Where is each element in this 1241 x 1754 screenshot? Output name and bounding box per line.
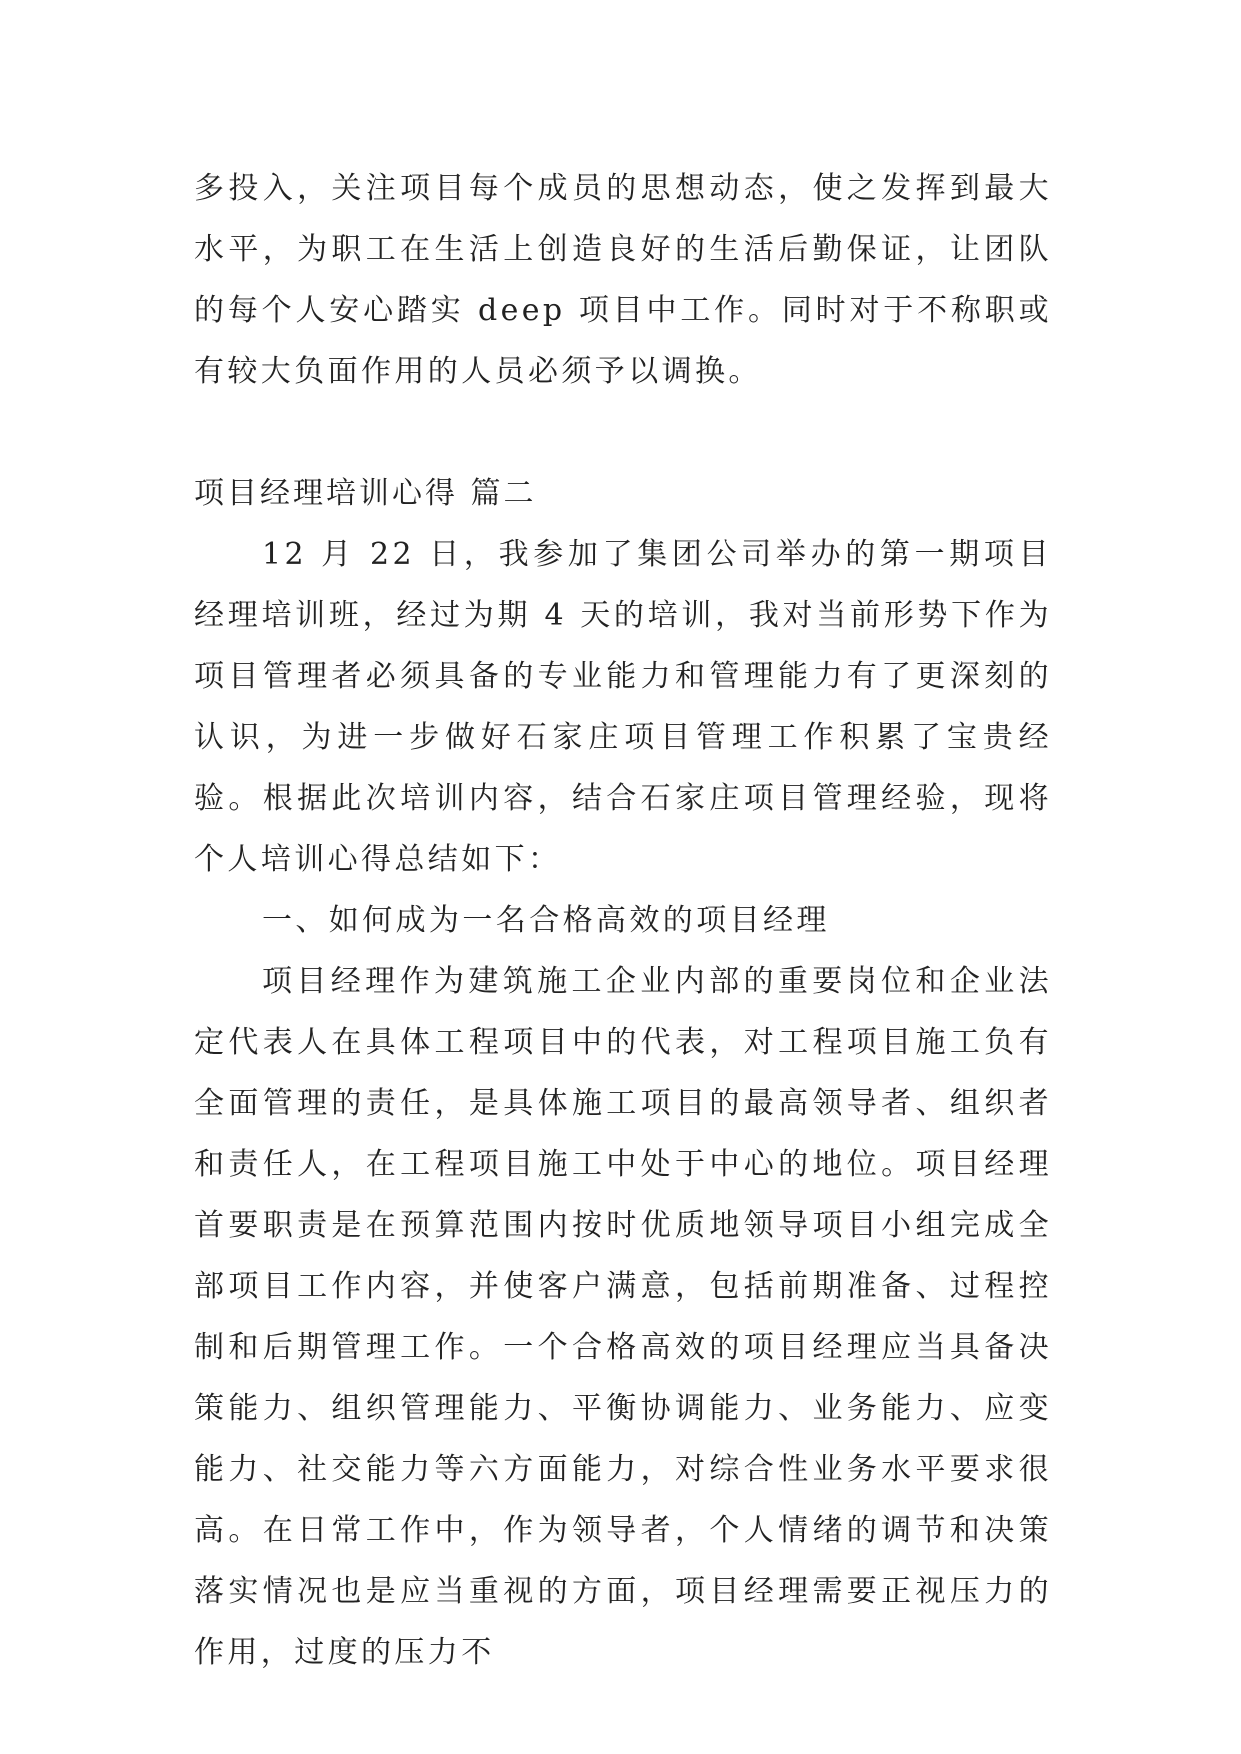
subheading-1: 一、如何成为一名合格高效的项目经理 (262, 903, 830, 938)
section-title: 项目经理培训心得 篇二 (194, 476, 537, 511)
document-body (194, 158, 1052, 1683)
paragraph-intro: 12 月 22 日，我参加了集团公司举办的第一期项目经理培训班，经过为期 4 天的培训，我对当前形势下作为项目管理者必须具备的专业能力和管理能力有了更深刻的认识，为进一步做好石家庄项目管理工作积累了宝贵经验。根据此次培训内容，结合石家庄项目管理经验，现将个人培训心得总结如下： (194, 537, 1052, 877)
paragraph-body: 项目经理作为建筑施工企业内部的重要岗位和企业法定代表人在具体工程项目中的代表，对工程项目施工负有全面管理的责任，是具体施工项目的最高领导者、组织者和责任人，在工程项目施工中处于中心的地位。项目经理首要职责是在预算范围内按时优质地领导项目小组完成全部项目工作内容，并使客户满意，包括前期准备、过程控制和后期管理工作。一个合格高效的项目经理应当具备决策能力、组织管理能力、平衡协调能力、业务能力、应变能力、社交能力等六方面能力，对综合性业务水平要求很高。在日常工作中，作为领导者，个人情绪的调节和决策落实情况也是应当重视的方面，项目经理需要正视压力的作用，过度的压力不 (194, 964, 1052, 1670)
paragraph-continuation: 多投入，关注项目每个成员的思想动态，使之发挥到最大水平，为职工在生活上创造良好的生活后勤保证，让团队的每个人安心踏实 deep 项目中工作。同时对于不称职或有较大负面作用的人员必须予以调换。 (194, 171, 1052, 389)
